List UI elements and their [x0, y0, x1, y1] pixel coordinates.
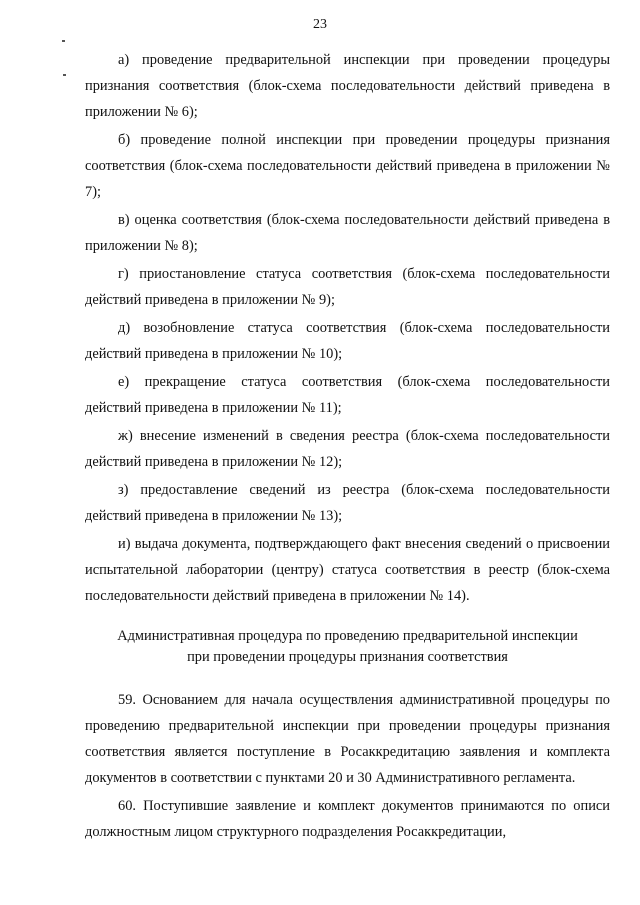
list-item: з) предоставление сведений из реестра (блок-схема последовательности действий приведена в приложении № 13);: [85, 482, 610, 524]
list-item: а) проведение предварительной инспекции при проведении процедуры признания соответствия (блок-схема последовательности действий приведена в приложении № 6);: [85, 52, 610, 120]
section-heading: [85, 626, 610, 668]
list-item: г) приостановление статуса соответствия (блок-схема последовательности действий приведена в приложении № 9);: [85, 266, 610, 308]
list-item: д) возобновление статуса соответствия (блок-схема последовательности действий приведена в приложении № 10);: [85, 320, 610, 362]
list-item: б) проведение полной инспекции при проведении процедуры признания соответствия (блок-схема последовательности действий приведена в приложении № 7);: [85, 132, 610, 200]
scan-speck: [63, 74, 66, 76]
list-item: в) оценка соответствия (блок-схема последовательности действий приведена в приложении № 8);: [85, 212, 610, 254]
scan-speck: [62, 40, 65, 42]
paragraph: 59. Основанием для начала осуществления административной процедуры по проведению предварительной инспекции при проведении процедуры признания соответствия является поступление в Росаккредитацию заявления и комплекта документов в соответствии с пунктами 20 и 30 Административного регламента.: [85, 692, 610, 786]
list-item: ж) внесение изменений в сведения реестра (блок-схема последовательности действий приведена в приложении № 12);: [85, 428, 610, 470]
list-item: и) выдача документа, подтверждающего факт внесения сведений о присвоении испытательной лаборатории (центру) статуса соответствия в реестр (блок-схема последовательности действий приведена в приложении № 14).: [85, 536, 610, 604]
section-heading-line: Административная процедура по проведению предварительной инспекции: [117, 628, 578, 644]
procedure-list: [85, 47, 610, 609]
section-heading-line: при проведении процедуры признания соответствия: [187, 649, 508, 665]
page-number: 23: [313, 17, 327, 32]
list-item: е) прекращение статуса соответствия (блок-схема последовательности действий приведена в приложении № 11);: [85, 374, 610, 416]
paragraphs: [85, 687, 610, 845]
document-body: [85, 47, 610, 847]
paragraph: 60. Поступившие заявление и комплект документов принимаются по описи должностным лицом структурного подразделения Росаккредитации,: [85, 798, 610, 840]
